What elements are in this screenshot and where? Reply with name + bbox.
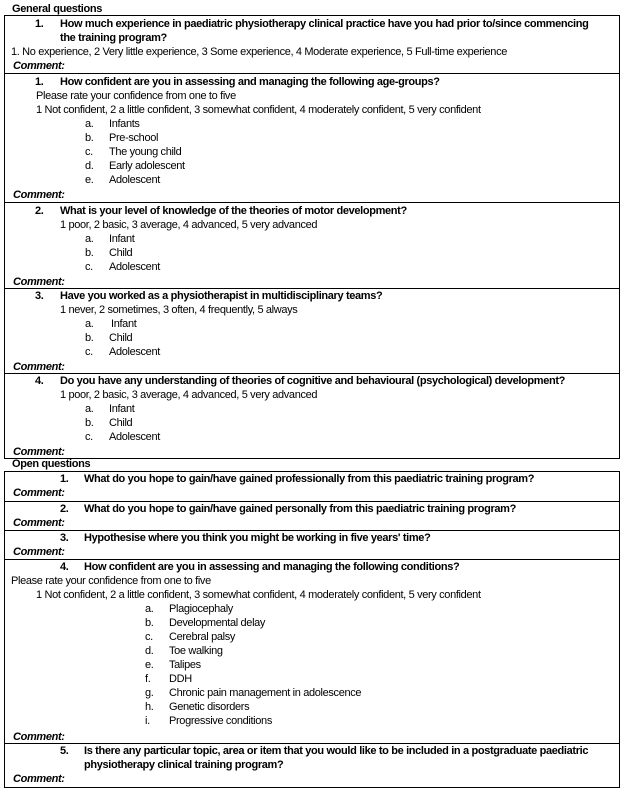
question-number: 2. bbox=[35, 205, 44, 217]
option-item: a. Plagiocephaly bbox=[145, 603, 233, 615]
rating-scale: 1 Not confident, 2 a little confident, 3 somewhat confident, 4 moderately confident, 5 very confident bbox=[36, 589, 481, 601]
question-text: Have you worked as a physiotherapist in multidisciplinary teams? bbox=[60, 290, 383, 302]
question-motor-development bbox=[5, 202, 619, 288]
open-question-topic bbox=[5, 743, 619, 787]
question-text-cont: physiotherapy clinical training program? bbox=[84, 759, 284, 771]
instruction-text: Please rate your confidence from one to five bbox=[36, 90, 236, 102]
question-age-groups bbox=[5, 73, 619, 202]
option-item: c. Adolescent bbox=[85, 346, 160, 358]
option-item: f. DDH bbox=[145, 673, 192, 685]
option-item: c. Adolescent bbox=[85, 431, 160, 443]
option-item: b. Child bbox=[85, 247, 133, 259]
rating-scale: 1 poor, 2 basic, 3 average, 4 advanced, 5 very advanced bbox=[60, 389, 318, 401]
question-text: How confident are you in assessing and managing the following conditions? bbox=[84, 561, 460, 573]
question-number: 1. bbox=[60, 473, 69, 485]
option-item: a. Infants bbox=[85, 118, 140, 130]
option-item: b. Developmental delay bbox=[145, 617, 266, 629]
open-question-personal bbox=[5, 501, 619, 530]
question-number: 3. bbox=[60, 532, 69, 544]
question-number: 1. bbox=[35, 18, 44, 30]
comment-label[interactable]: Comment: bbox=[13, 546, 65, 558]
open-question-conditions bbox=[5, 559, 619, 743]
option-item: d. Early adolescent bbox=[85, 160, 185, 172]
question-cognitive-development bbox=[5, 373, 619, 458]
option-item: i. Progressive conditions bbox=[145, 715, 272, 727]
option-item: b. Child bbox=[85, 332, 133, 344]
question-number: 3. bbox=[35, 290, 44, 302]
rating-scale: 1 Not confident, 2 a little confident, 3 somewhat confident, 4 moderately confident, 5 very confident bbox=[36, 104, 481, 116]
instruction-text: Please rate your confidence from one to five bbox=[11, 575, 211, 587]
question-text: What do you hope to gain/have gained personally from this paediatric training program? bbox=[84, 503, 516, 515]
option-item: a. Infant bbox=[85, 318, 137, 330]
question-text: How confident are you in assessing and managing the following age-groups? bbox=[60, 76, 440, 88]
option-item: b. Pre-school bbox=[85, 132, 159, 144]
comment-label[interactable]: Comment: bbox=[13, 276, 65, 288]
question-experience bbox=[5, 16, 619, 73]
question-number: 4. bbox=[60, 561, 69, 573]
option-item: h. Genetic disorders bbox=[145, 701, 250, 713]
question-number: 2. bbox=[60, 503, 69, 515]
general-questions-table bbox=[4, 15, 620, 459]
option-item: e. Adolescent bbox=[85, 174, 160, 186]
rating-scale: 1 never, 2 sometimes, 3 often, 4 frequently, 5 always bbox=[60, 304, 298, 316]
question-text-cont: the training program? bbox=[60, 32, 167, 44]
rating-scale: 1 poor, 2 basic, 3 average, 4 advanced, 5 very advanced bbox=[60, 219, 318, 231]
question-multidisciplinary bbox=[5, 288, 619, 373]
question-text: Is there any particular topic, area or item that you would like to be included in a postgraduate paediatric bbox=[84, 745, 589, 757]
option-item: e. Talipes bbox=[145, 659, 201, 671]
option-item: b. Child bbox=[85, 417, 133, 429]
comment-label[interactable]: Comment: bbox=[13, 446, 65, 458]
open-question-professional bbox=[5, 472, 619, 501]
comment-label[interactable]: Comment: bbox=[13, 60, 65, 72]
open-question-five-years bbox=[5, 530, 619, 559]
question-number: 5. bbox=[60, 745, 69, 757]
open-questions-title: Open questions bbox=[12, 458, 91, 470]
option-item: a. Infant bbox=[85, 403, 135, 415]
option-item: c. Cerebral palsy bbox=[145, 631, 236, 643]
option-item: a. Infant bbox=[85, 233, 135, 245]
rating-scale: 1. No experience, 2 Very little experience, 3 Some experience, 4 Moderate experience, 5 Full-time experience bbox=[11, 46, 507, 58]
option-item: c. The young child bbox=[85, 146, 182, 158]
comment-label[interactable]: Comment: bbox=[13, 189, 65, 201]
open-questions-table bbox=[4, 471, 620, 788]
option-item: g. Chronic pain management in adolescence bbox=[145, 687, 362, 699]
option-item: d. Toe walking bbox=[145, 645, 223, 657]
comment-label[interactable]: Comment: bbox=[13, 731, 65, 743]
question-text: What is your level of knowledge of the theories of motor development? bbox=[60, 205, 407, 217]
question-text: Hypothesise where you think you might be working in five years' time? bbox=[84, 532, 431, 544]
question-text: Do you have any understanding of theories of cognitive and behavioural (psychological) development? bbox=[60, 375, 566, 387]
question-number: 4. bbox=[35, 375, 44, 387]
comment-label[interactable]: Comment: bbox=[13, 487, 65, 499]
option-item: c. Adolescent bbox=[85, 261, 160, 273]
question-text: How much experience in paediatric physiotherapy clinical practice have you had prior to/since commencing bbox=[60, 18, 589, 30]
comment-label[interactable]: Comment: bbox=[13, 517, 65, 529]
question-text: What do you hope to gain/have gained professionally from this paediatric training program? bbox=[84, 473, 535, 485]
question-number: 1. bbox=[35, 76, 44, 88]
comment-label[interactable]: Comment: bbox=[13, 361, 65, 373]
general-questions-title: General questions bbox=[12, 3, 103, 15]
comment-label[interactable]: Comment: bbox=[13, 773, 65, 785]
